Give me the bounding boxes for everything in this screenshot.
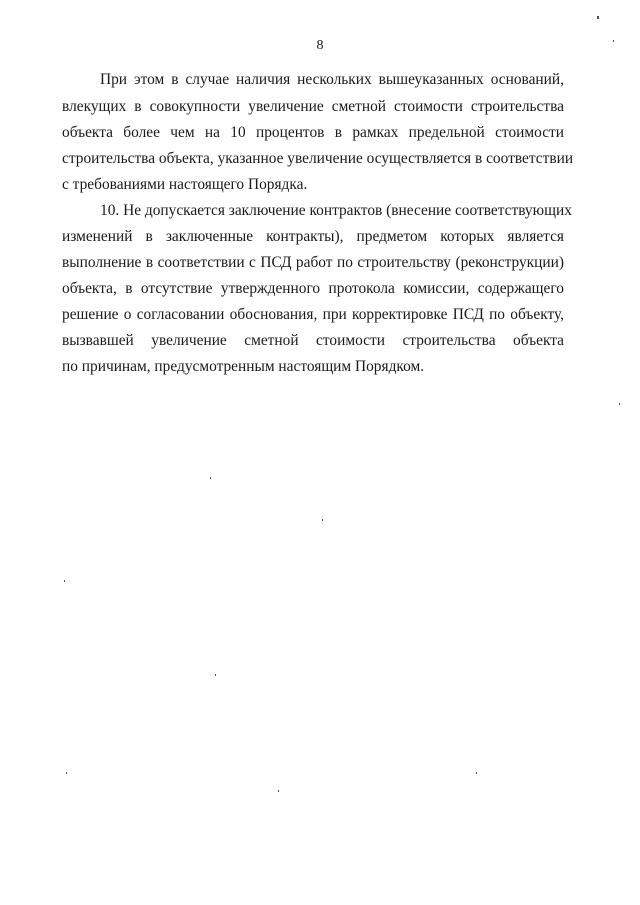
paragraph-1-line-2: влекущих в совокупности увеличение сметной стоимости строительства: [62, 98, 564, 115]
scan-speck: [66, 772, 67, 774]
paragraph-1-line-4: строительства объекта, указанное увеличение осуществляется в соответствии: [62, 150, 574, 167]
scan-speck: [613, 40, 614, 42]
scan-speck: [619, 403, 620, 405]
paragraph-2-line-4: объекта, в отсутствие утвержденного протокола комиссии, содержащего: [62, 280, 564, 297]
page-number: 8: [316, 38, 324, 53]
scan-speck: [597, 16, 599, 19]
paragraph-2-line-7: по причинам, предусмотренным настоящим Порядком.: [62, 358, 425, 375]
paragraph-2-line-5: решение о согласовании обоснования, при корректировке ПСД по объекту,: [62, 306, 564, 323]
scan-speck: [322, 519, 323, 521]
paragraph-2-line-3: выполнение в соответствии с ПСД работ по строительству (реконструкции): [62, 254, 564, 271]
paragraph-1-line-3: объекта более чем на 10 процентов в рамках предельной стоимости: [62, 124, 564, 141]
paragraph-1-line-1: При этом в случае наличия нескольких вышеуказанных оснований,: [100, 71, 564, 88]
paragraph-1-line-5: с требованиями настоящего Порядка.: [62, 176, 308, 193]
paragraph-2-line-2: изменений в заключенные контракты), предметом которых является: [62, 228, 564, 245]
paragraph-2-line-6: вызвавшей увеличение сметной стоимости строительства объекта: [62, 332, 564, 349]
scan-speck: [64, 580, 65, 582]
scan-speck: [215, 674, 216, 676]
scan-speck: [210, 477, 211, 479]
paragraph-2-line-1: 10. Не допускается заключение контрактов (внесение соответствующих: [100, 202, 572, 219]
scan-speck: [476, 772, 477, 774]
scan-speck: [278, 790, 279, 792]
